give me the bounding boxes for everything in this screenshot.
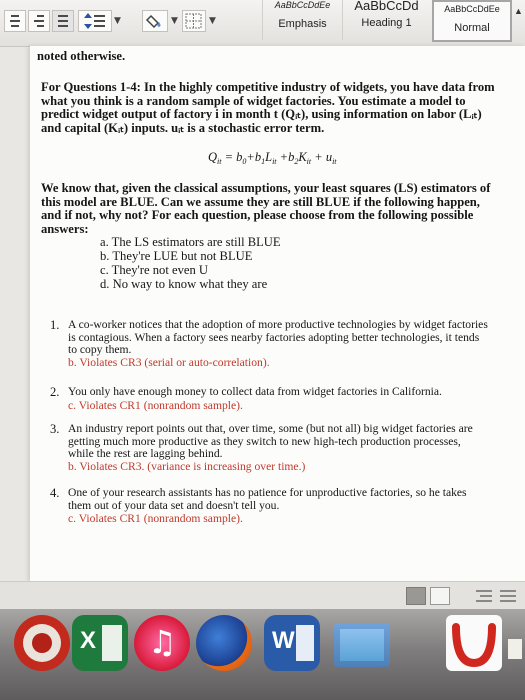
answer-text: b. Violates CR3. (variance is increasing over time.) bbox=[68, 460, 306, 473]
style-heading-1[interactable] bbox=[342, 0, 430, 40]
choice-item: b. They're LUE but not BLUE bbox=[100, 249, 253, 263]
style-label: Emphasis bbox=[278, 18, 327, 30]
question-text: A co-worker notices that the adoption of more productive technologies by widget factories is contagious. When a factory sees nearby factories adopting better technologies, it tends to copy them. bbox=[68, 318, 488, 356]
choice-item: d. No way to know what they are bbox=[100, 277, 268, 291]
question-number: 4. bbox=[50, 486, 60, 500]
style-preview: AaBbCcDdEe bbox=[444, 4, 500, 14]
outline-view-icon[interactable] bbox=[476, 587, 492, 603]
web-layout-view-icon[interactable] bbox=[430, 587, 450, 605]
regression-equation: $Q_{it} = b_0+b_1L_{it} +b_2K_{it} + u_{it}$ bbox=[208, 150, 337, 166]
style-emphasis[interactable] bbox=[262, 0, 342, 40]
itunes-app-icon[interactable]: ♫ bbox=[134, 615, 190, 671]
status-bar bbox=[0, 581, 525, 610]
paint-bucket-icon bbox=[145, 12, 167, 30]
style-normal[interactable] bbox=[432, 0, 512, 42]
word-ribbon bbox=[0, 0, 525, 47]
style-preview: AaBbCcDdEe bbox=[274, 0, 331, 10]
line-spacing-button[interactable] bbox=[78, 10, 112, 32]
question-text: One of your research assistants has no patience for unproductive factories, so he takes them out of your data set and doesn't tell you. bbox=[68, 486, 467, 512]
align-right-button[interactable] bbox=[28, 10, 50, 32]
intro-paragraph: For Questions 1-4: In the highly competitive industry of widgets, you have data from what you think is a random sample of widget factories. You estimate a model to predict widget output of factory i in month t (Qᵢₜ), using information on labor (Lᵢₜ) and capital (Kᵢₜ) inputs. uᵢₜ is a stochastic error term. bbox=[41, 80, 495, 135]
draft-view-icon[interactable] bbox=[500, 587, 516, 603]
chevron-down-icon[interactable]: ▼ bbox=[171, 16, 178, 26]
choice-item: a. The LS estimators are still BLUE bbox=[100, 235, 281, 249]
word-app-icon[interactable]: W bbox=[264, 615, 320, 671]
style-label: Normal bbox=[454, 22, 490, 34]
firefox-app-icon[interactable] bbox=[196, 615, 252, 671]
acrobat-logo-icon bbox=[446, 615, 502, 671]
borders-icon bbox=[184, 12, 204, 30]
dock bbox=[0, 609, 525, 700]
style-label: Heading 1 bbox=[361, 17, 412, 29]
align-center-button[interactable] bbox=[4, 10, 26, 32]
document-thumbnail-icon[interactable] bbox=[508, 639, 522, 659]
excel-app-icon[interactable]: X bbox=[72, 615, 128, 671]
acrobat-app-icon[interactable] bbox=[446, 615, 502, 671]
chevron-down-icon[interactable]: ▼ bbox=[114, 16, 121, 26]
answer-text: b. Violates CR3 (serial or auto-correlation). bbox=[68, 356, 270, 369]
question-number: 2. bbox=[50, 385, 60, 399]
assumptions-paragraph: We know that, given the classical assumptions, your least squares (LS) estimators of this model are BLUE. Can we assume they are still BLUE if the following happen, and if not, why not? For each question, please choose from the following possible answers: bbox=[41, 181, 491, 236]
shading-button[interactable] bbox=[142, 10, 168, 32]
preview-app-icon[interactable] bbox=[334, 623, 390, 667]
borders-button[interactable] bbox=[182, 10, 206, 32]
print-layout-view-icon[interactable] bbox=[406, 587, 426, 605]
question-text: You only have enough money to collect data from widget factories in California. bbox=[68, 385, 442, 398]
line-spacing-icon bbox=[82, 12, 94, 30]
question-number: 1. bbox=[50, 318, 60, 332]
style-preview: AaBbCcDd bbox=[354, 0, 419, 13]
answer-text: c. Violates CR1 (nonrandom sample). bbox=[68, 512, 243, 525]
document-page[interactable] bbox=[30, 46, 525, 581]
chevron-down-icon[interactable]: ▼ bbox=[209, 16, 216, 26]
question-text: An industry report points out that, over time, some (but not all) big widget factories are getting much more productive as they switch to new high-tech production processes, while the rest are lagging behind. bbox=[68, 422, 473, 460]
question-number: 3. bbox=[50, 422, 60, 436]
text-fragment: noted otherwise. bbox=[37, 49, 126, 63]
justify-button[interactable] bbox=[52, 10, 74, 32]
answer-text: c. Violates CR1 (nonrandom sample). bbox=[68, 399, 243, 412]
choice-item: c. They're not even U bbox=[100, 263, 208, 277]
chrome-app-icon[interactable] bbox=[14, 615, 70, 671]
ribbon-scroll-icon[interactable]: ▲ bbox=[514, 6, 523, 16]
